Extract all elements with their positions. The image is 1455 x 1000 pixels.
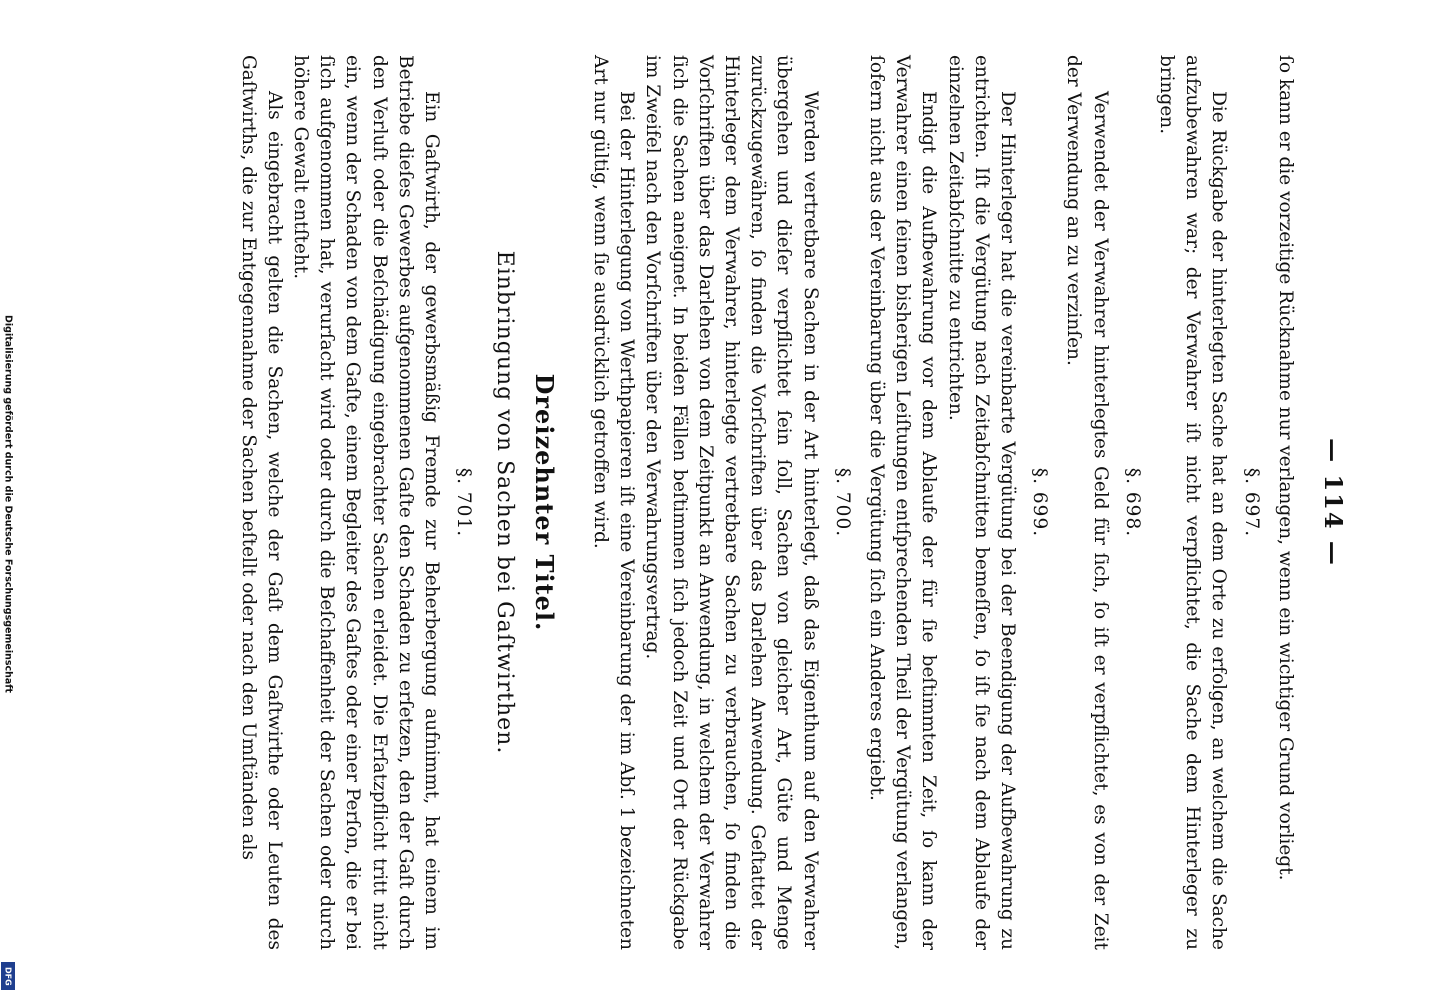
paragraph: Werden vertretbare Sachen in der Art hinterlegt, daß das Eigenthum auf den Verwahrer übergehen und dieſer verpflichtet ſein ſoll, Sachen von gleicher Art, Güte und Menge zurückzugewähren, ſo finden die Vorſchriften über das Darlehen Anwendung. Geſtattet der Hinterleger dem Verwahrer, hinterlegte vertretbare Sachen zu verbrauchen, ſo finden die Vorſchriften über das Darlehen von dem Zeitpunkt an Anwendung, in welchem der Verwahrer ſich die Sachen aneignet. In beiden Fällen beſtimmen ſich jedoch Zeit und Ort der Rückgabe im Zweifel nach den Vorſchriften über den Verwahrungsvertrag. xyxy=(642,55,821,950)
title-heading: Dreizehnter Titel. xyxy=(529,373,559,632)
section-heading: §. 701. xyxy=(453,467,475,538)
paragraph: Ein Gaſtwirth, der gewerbsmäßig Fremde zur Beherbergung aufnimmt, hat einem im Betriebe dieſes Gewerbes aufgenommenen Gaſte den Schaden zu erſetzen, den der Gaſt durch den Verluſt oder die Beſchädigung eingebrachter Sachen erleidet. Die Erſatzpflicht tritt nicht ein, wenn der Schaden von dem Gaſte, einem Begleiter des Gaſtes oder einer Perſon, die er bei ſich aufgenommen hat, verurſacht wird oder durch die Beſchaffenheit der Sachen oder durch höhere Gewalt entſteht. xyxy=(290,55,443,950)
paragraph: Bei der Hinterlegung von Werthpapieren iſt eine Vereinbarung der im Abſ. 1 bezeichneten Art nur gültig, wenn ſie ausdrücklich getroffen wird. xyxy=(589,55,638,950)
section-heading: §. 697. xyxy=(1240,467,1262,538)
section-heading: §. 699. xyxy=(1029,467,1051,538)
paragraph: ſo kann er die vorzeitige Rücknahme nur verlangen, wenn ein wichtiger Grund vorliegt. xyxy=(1274,55,1296,881)
paragraph: Der Hinterleger hat die vereinbarte Vergütung bei der Beendigung der Aufbewahrung zu entrichten. Iſt die Vergütung nach Zeitabſchnitten bemeſſen, ſo iſt ſie nach dem Ablaufe der einzelnen Zeitabſchnitte zu entrichten. xyxy=(944,55,1018,950)
document-page xyxy=(70,0,1370,1000)
section-heading: §. 698. xyxy=(1121,467,1143,538)
paragraph: Endigt die Aufbewahrung vor dem Ablaufe der für ſie beſtimmten Zeit, ſo kann der Verwahrer einen ſeinen bisherigen Leiſtungen entſprechenden Theil der Vergütung verlangen, ſofern nicht aus der Vereinbarung über die Vergütung ſich ein Anderes ergiebt. xyxy=(865,55,940,950)
page-number: — 114 — xyxy=(1319,438,1348,567)
digitization-footer xyxy=(0,0,16,1000)
title-subheading: Einbringung von Sachen bei Gaſtwirthen. xyxy=(491,250,517,755)
paragraph: Verwendet der Verwahrer hinterlegtes Geld für ſich, ſo iſt er verpflichtet, es von der Zeit der Verwendung an zu verzinſen. xyxy=(1063,55,1111,950)
paragraph: Als eingebracht gelten die Sachen, welche der Gaſt dem Gaſtwirthe oder Leuten des Gaſtwirths, die zur Entgegennahme der Sachen beſtellt oder nach den Umſtänden als xyxy=(237,55,285,950)
paragraph: Die Rückgabe der hinterlegten Sache hat an dem Orte zu erfolgen, an welchem die Sache aufzubewahren war; der Verwahrer iſt nicht verpflichtet, die Sache dem Hinterleger zu bringen. xyxy=(1155,55,1230,950)
funding-credit: Digitalisierung gefördert durch die Deutsche Forschungsgemeinschaft xyxy=(2,315,14,693)
page-body xyxy=(234,55,1297,950)
section-heading: §. 700. xyxy=(831,467,853,538)
dfg-logo-icon: DFG xyxy=(1,962,15,990)
